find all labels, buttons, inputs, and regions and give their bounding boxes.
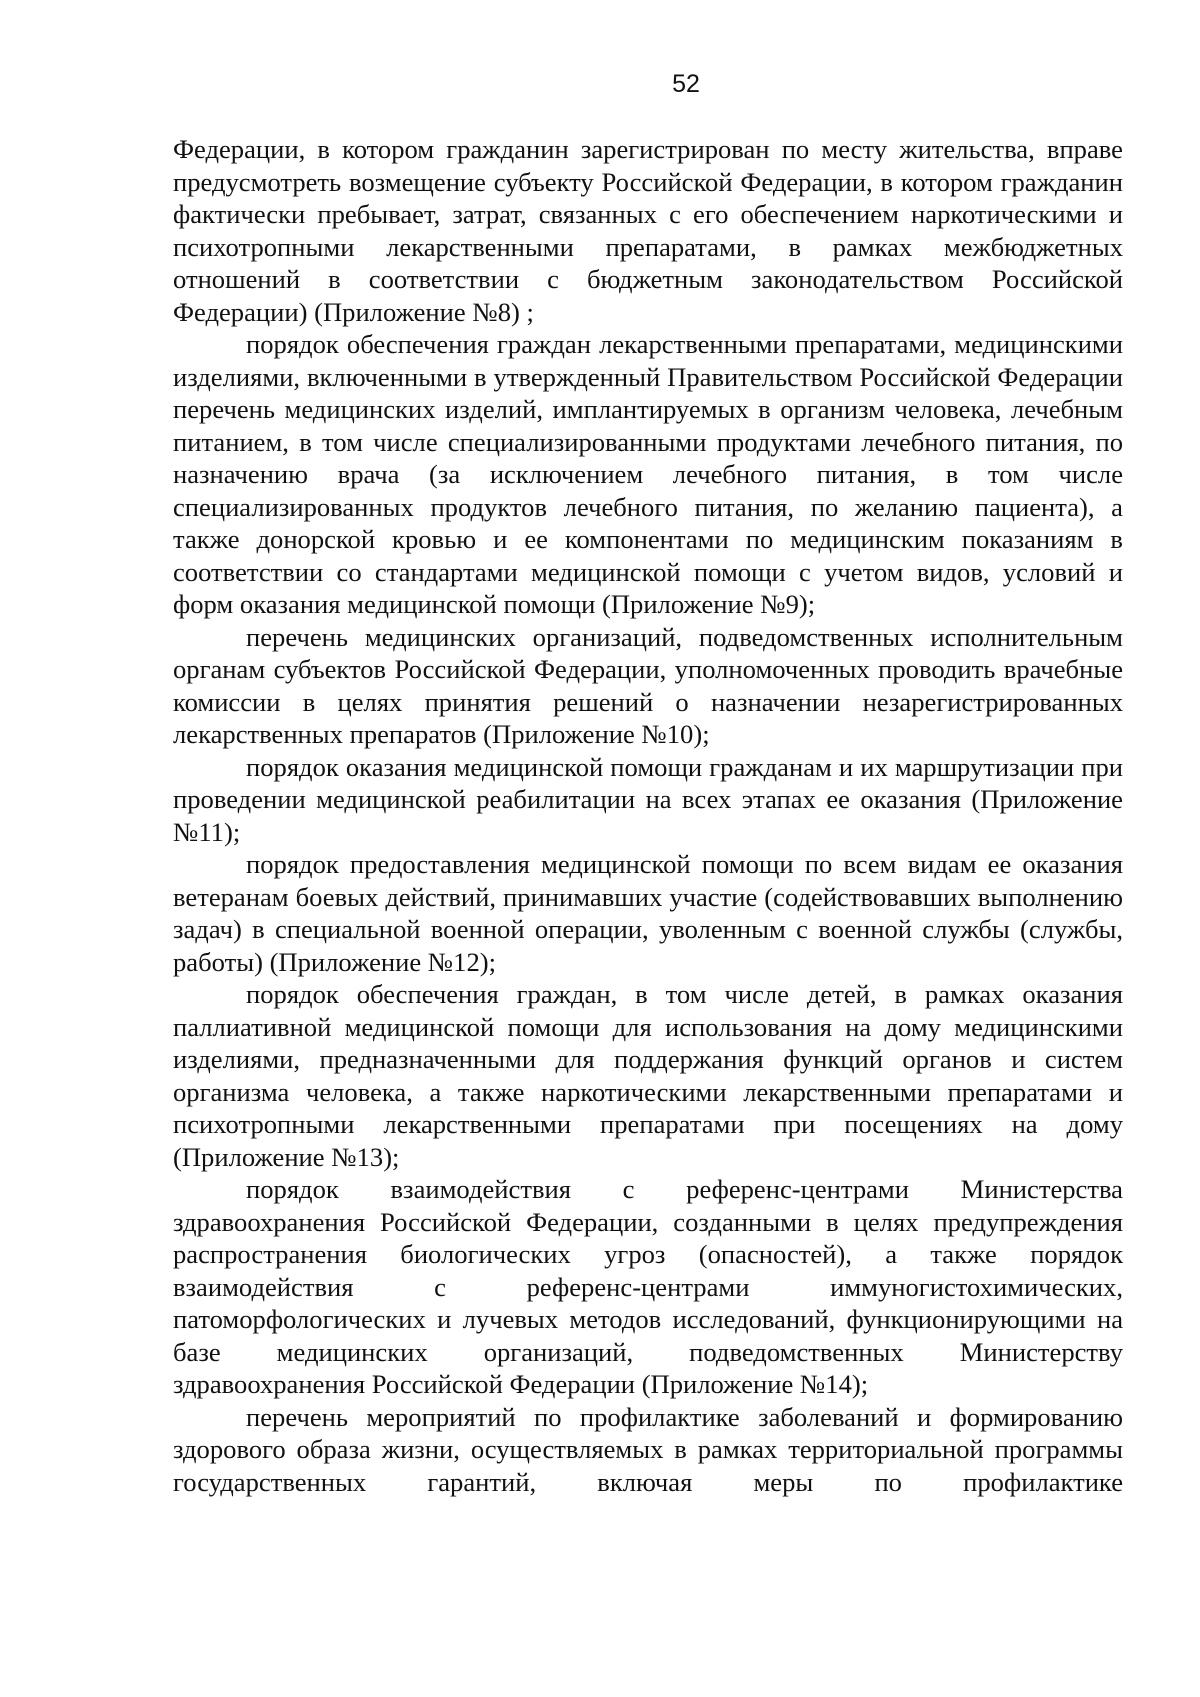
document-body [173, 133, 1123, 1498]
paragraph-item: порядок предоставления медицинской помощи по всем видам ее оказания ветеранам боевых действий, принимавших участие (содействовавших выполнению задач) в специальной военной операции, уволенным с военной службы (службы, работы) (Приложение №12); [173, 849, 1123, 977]
page-number: 52 [672, 70, 700, 98]
paragraph-item: порядок оказания медицинской помощи гражданам и их маршрутизации при проведении медицинской реабилитации на всех этапах ее оказания (Приложение №11); [173, 751, 1123, 847]
paragraph-item: порядок взаимодействия с референс-центрами Министерства здравоохранения Российской Федерации, созданными в целях предупреждения распространения биологических угроз (опасностей), а также порядок взаимодействия с референс-центрами иммуногистохимических, патоморфологических и лучевых методов исследований, функционирующими на базе медицинских организаций, подведомственных Министерству здравоохранения Российской Федерации (Приложение №14); [173, 1174, 1123, 1399]
paragraph-item: перечень медицинских организаций, подведомственных исполнительным органам субъектов Российской Федерации, уполномоченных проводить врачебные комиссии в целях принятия решений о назначении незарегистрированных лекарственных препаратов (Приложение №10); [173, 621, 1123, 749]
paragraph-item-continued: перечень мероприятий по профилактике заболеваний и формированию здорового образа жизни, осуществляемых в рамках территориальной программы государственных гарантий, включая меры по профилактике [173, 1401, 1123, 1497]
paragraph-continuation: Федерации, в котором гражданин зарегистрирован по месту жительства, вправе предусмотреть возмещение субъекту Российской Федерации, в котором гражданин фактически пребывает, затрат, связанных с его обеспечением наркотическими и психотропными лекарственными препаратами, в рамках межбюджетных отношений в соответствии с бюджетным законодательством Российской Федерации) (Приложение №8) ; [173, 134, 1123, 327]
paragraph-item: порядок обеспечения граждан лекарственными препаратами, медицинскими изделиями, включенными в утвержденный Правительством Российской Федерации перечень медицинских изделий, имплантируемых в организм человека, лечебным питанием, в том числе специализированными продуктами лечебного питания, по назначению врача (за исключением лечебного питания, в том числе специализированных продуктов лечебного питания, по желанию пациента), а также донорской кровью и ее компонентами по медицинским показаниям в соответствии со стандартами медицинской помощи с учетом видов, условий и форм оказания медицинской помощи (Приложение №9); [173, 329, 1123, 619]
paragraph-item: порядок обеспечения граждан, в том числе детей, в рамках оказания паллиативной медицинской помощи для использования на дому медицинскими изделиями, предназначенными для поддержания функций органов и систем организма человека, а также наркотическими лекарственными препаратами и психотропными лекарственными препаратами при посещениях на дому (Приложение №13); [173, 979, 1123, 1172]
